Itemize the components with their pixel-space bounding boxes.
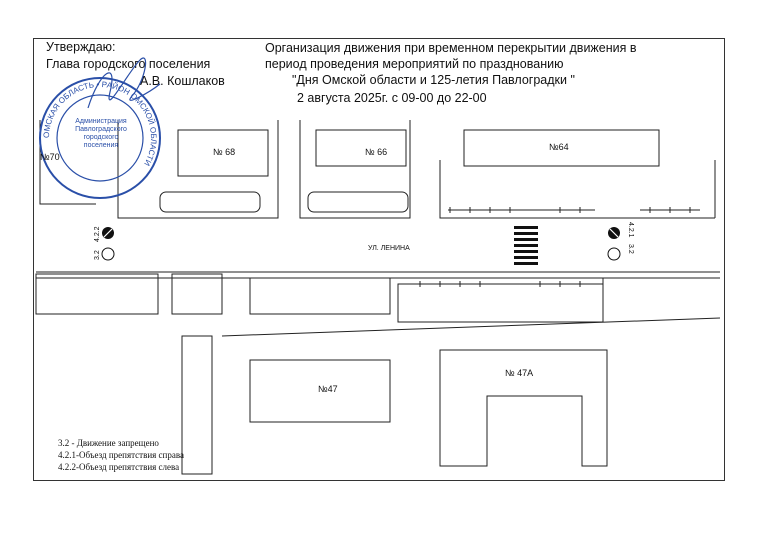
sign-left [102,227,114,260]
building-label-68: № 68 [213,147,236,157]
side-strip [182,336,212,474]
building-label-70: №70 [40,152,60,162]
street-name-label: УЛ. ЛЕНИНА [368,245,410,252]
building-label-66: № 66 [365,147,388,157]
building-label-64: №64 [549,142,569,152]
stamp-inner-text: Администрация Павлоградского городского поселения [75,118,127,149]
block-outline-68 [118,120,278,218]
sign-left-top-label: 4.2.2 [94,226,101,242]
sign-3-2-left-icon [102,248,114,260]
lower-block-2 [172,274,222,314]
lower-block-4 [398,284,603,322]
stamp-outer-text: ОМСКАЯ ОБЛАСТЬ • РАЙОН ОМСКОЙ ОБЛАСТИ [41,79,159,168]
crosswalk [514,226,538,265]
sign-right [608,227,620,260]
building-66 [316,130,406,166]
sign-right-bottom-label: 3.2 [627,244,634,254]
sign-left-bottom-label: 3.2 [94,250,101,260]
sign-3-2-right-icon [608,248,620,260]
document-title-line3: "Дня Омской области и 125-летия Павлоградки " [292,73,575,87]
approval-label: Утверждаю: [46,40,116,54]
document-title-line4: 2 августа 2025г. с 09-00 до 22-00 [297,91,487,105]
lower-block-1 [36,274,158,314]
document-title-line1: Организация движения при временном перекрытии движения в [265,41,637,55]
lower-block-3 [250,278,390,314]
legend-item-3-2: 3.2 - Движение запрещено [58,438,159,448]
approval-signature-name: А.В. Кошлаков [140,74,225,88]
sign-right-top-label: 4.2.1 [627,222,634,238]
building-label-47a: № 47А [505,368,534,378]
approval-position: Глава городского поселения [46,57,211,71]
legend-item-4-2-1: 4.2.1-Объезд препятствия справа [58,450,184,460]
building-label-47: №47 [318,384,338,394]
document-title-line2: период проведения мероприятий по празднованию [265,57,564,71]
parking-68 [160,192,260,212]
legend-item-4-2-2: 4.2.2-Объезд препятствия слева [58,462,180,472]
parking-66 [308,192,408,212]
block-outline-64 [440,160,715,218]
